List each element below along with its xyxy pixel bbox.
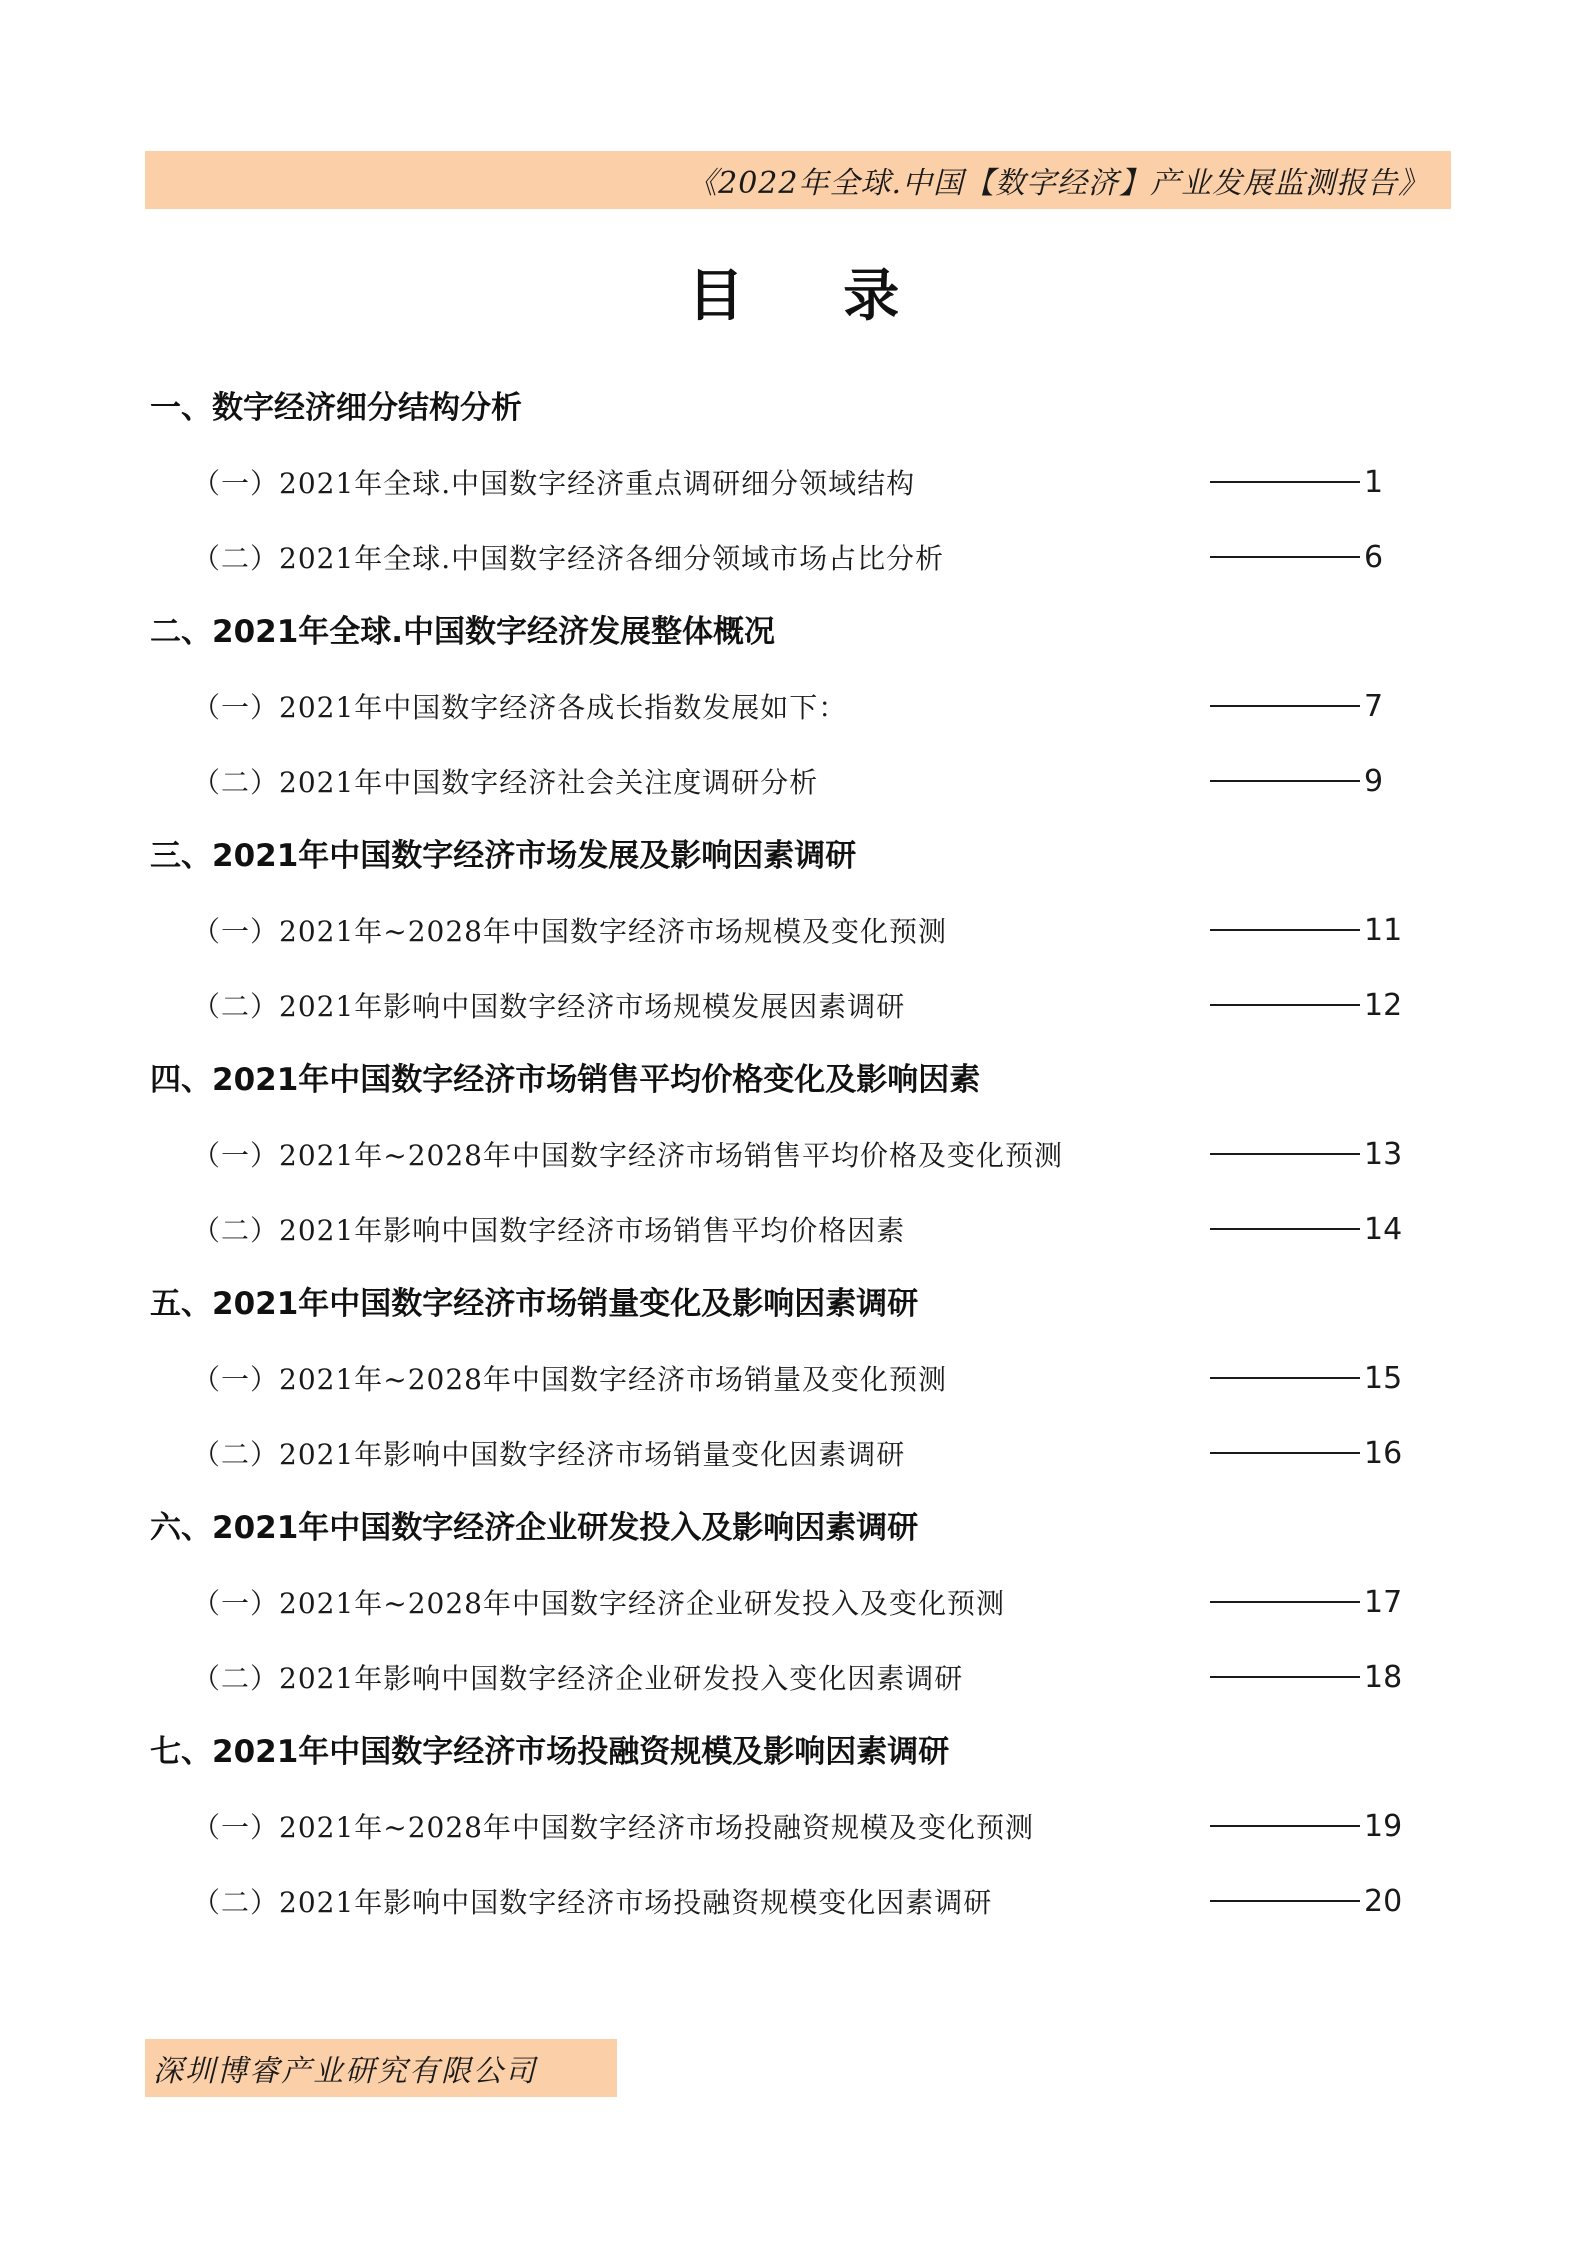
section-heading[interactable]: 二、2021年全球.中国数字经济发展整体概况 xyxy=(150,614,776,650)
page-number: 11 xyxy=(1364,912,1403,948)
toc-section-7 xyxy=(150,1724,1410,1929)
page-number: 18 xyxy=(1364,1659,1403,1695)
entry-label: （二）2021年影响中国数字经济市场销量变化因素调研 xyxy=(192,1438,906,1471)
page-number: 19 xyxy=(1364,1808,1403,1844)
toc-entry[interactable] xyxy=(150,1798,1410,1854)
section-heading[interactable]: 七、2021年中国数字经济市场投融资规模及影响因素调研 xyxy=(150,1734,950,1770)
entry-label: （一）2021年~2028年中国数字经济市场规模及变化预测 xyxy=(192,915,947,948)
toc-section-6 xyxy=(150,1500,1410,1705)
section-heading[interactable]: 四、2021年中国数字经济市场销售平均价格变化及影响因素 xyxy=(150,1062,981,1098)
leader-line xyxy=(1210,1676,1360,1678)
toc-entry[interactable] xyxy=(150,753,1410,809)
leader-line xyxy=(1210,481,1360,483)
page-number: 9 xyxy=(1364,763,1384,799)
toc-section-2 xyxy=(150,604,1410,809)
toc-title: 目 录 xyxy=(687,264,940,329)
section-heading[interactable]: 五、2021年中国数字经济市场销量变化及影响因素调研 xyxy=(150,1286,919,1322)
entry-label: （一）2021年全球.中国数字经济重点调研细分领域结构 xyxy=(192,467,916,500)
entry-label: （二）2021年影响中国数字经济市场规模发展因素调研 xyxy=(192,990,906,1023)
entry-label: （二）2021年影响中国数字经济市场销售平均价格因素 xyxy=(192,1214,906,1247)
leader-line xyxy=(1210,1004,1360,1006)
report-title: 《2022年全球.中国【数字经济】产业发展监测报告》 xyxy=(687,166,1429,201)
page-number: 7 xyxy=(1364,688,1384,724)
entry-label: （一）2021年中国数字经济各成长指数发展如下： xyxy=(192,691,848,724)
page-number: 17 xyxy=(1364,1584,1403,1620)
footer-band xyxy=(145,2039,617,2097)
section-heading[interactable]: 六、2021年中国数字经济企业研发投入及影响因素调研 xyxy=(150,1510,919,1546)
toc-entry[interactable] xyxy=(150,1649,1410,1705)
section-heading[interactable]: 三、2021年中国数字经济市场发展及影响因素调研 xyxy=(150,838,857,874)
company-name: 深圳博睿产业研究有限公司 xyxy=(153,2054,537,2089)
entry-label: （二）2021年影响中国数字经济市场投融资规模变化因素调研 xyxy=(192,1886,993,1919)
leader-line xyxy=(1210,1825,1360,1827)
toc-section-1 xyxy=(150,380,1410,585)
leader-line xyxy=(1210,1452,1360,1454)
leader-line xyxy=(1210,556,1360,558)
leader-line xyxy=(1210,1900,1360,1902)
toc-section-5 xyxy=(150,1276,1410,1481)
header-band xyxy=(145,151,1451,209)
toc-entry[interactable] xyxy=(150,1873,1410,1929)
leader-line xyxy=(1210,1153,1360,1155)
leader-line xyxy=(1210,705,1360,707)
toc-entry[interactable] xyxy=(150,529,1410,585)
entry-label: （二）2021年影响中国数字经济企业研发投入变化因素调研 xyxy=(192,1662,964,1695)
toc-entry[interactable] xyxy=(150,1574,1410,1630)
toc-entry[interactable] xyxy=(150,902,1410,958)
toc-entry[interactable] xyxy=(150,1126,1410,1182)
entry-label: （二）2021年全球.中国数字经济各细分领域市场占比分析 xyxy=(192,542,945,575)
toc-section-4 xyxy=(150,1052,1410,1257)
entry-label: （二）2021年中国数字经济社会关注度调研分析 xyxy=(192,766,819,799)
toc-entry[interactable] xyxy=(150,1350,1410,1406)
entry-label: （一）2021年~2028年中国数字经济市场销售平均价格及变化预测 xyxy=(192,1139,1063,1172)
toc-entry[interactable] xyxy=(150,1425,1410,1481)
leader-line xyxy=(1210,1601,1360,1603)
toc-entry[interactable] xyxy=(150,977,1410,1033)
page-number: 14 xyxy=(1364,1211,1403,1247)
page-number: 15 xyxy=(1364,1360,1403,1396)
toc-entry[interactable] xyxy=(150,454,1410,510)
page-number: 12 xyxy=(1364,987,1403,1023)
leader-line xyxy=(1210,780,1360,782)
entry-label: （一）2021年~2028年中国数字经济市场投融资规模及变化预测 xyxy=(192,1811,1034,1844)
table-of-contents xyxy=(150,380,1410,1948)
toc-entry[interactable] xyxy=(150,1201,1410,1257)
page-number: 20 xyxy=(1364,1883,1403,1919)
page-number: 13 xyxy=(1364,1136,1403,1172)
toc-entry[interactable] xyxy=(150,678,1410,734)
leader-line xyxy=(1210,1377,1360,1379)
page-number: 1 xyxy=(1364,464,1384,500)
leader-line xyxy=(1210,929,1360,931)
page-number: 6 xyxy=(1364,539,1384,575)
section-heading[interactable]: 一、数字经济细分结构分析 xyxy=(150,390,522,426)
page-number: 16 xyxy=(1364,1435,1403,1471)
toc-section-3 xyxy=(150,828,1410,1033)
entry-label: （一）2021年~2028年中国数字经济企业研发投入及变化预测 xyxy=(192,1587,1005,1620)
leader-line xyxy=(1210,1228,1360,1230)
entry-label: （一）2021年~2028年中国数字经济市场销量及变化预测 xyxy=(192,1363,947,1396)
